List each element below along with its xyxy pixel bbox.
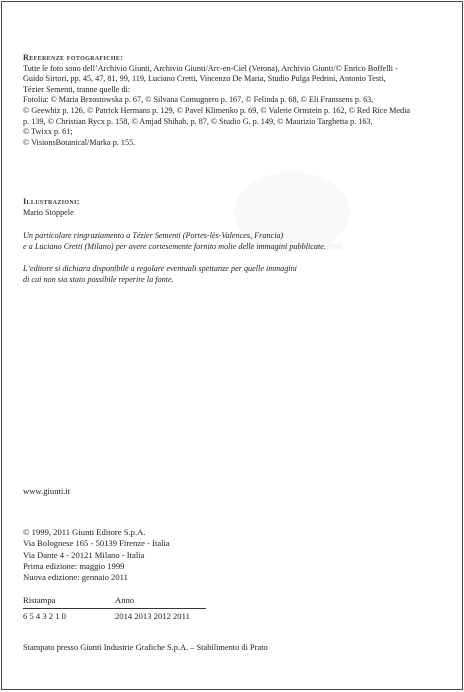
printer-info: [23, 642, 446, 653]
photo-credits-line: © Twixx p. 61;: [23, 127, 73, 137]
photo-credits-line: p. 139, © Christian Rycx p. 158, © Amjad Shihab, p. 87, © Studio G. p. 149, © Maurizio Targhetta p. 163,: [23, 116, 373, 126]
address-line: Via Dante 4 - 20121 Milano - Italia: [23, 549, 145, 560]
photo-credits-line: Tutte le foto sono dell’Archivio Giunti, Archivio Giunti/Arc-en-Ciel (Verona), Archivio Giunti/© Enrico Boffelli -: [23, 63, 398, 73]
copyright-line: © 1999, 2011 Giunti Editore S.p.A.: [23, 527, 146, 537]
year-label: Anno: [115, 595, 135, 605]
acknowledgement-line: e a Luciano Cretti (Milano) per avere cortesemente fornito molte delle immagini pubblicate.: [23, 241, 326, 251]
address-line: Via Bolognese 165 - 50139 Firenze - Italia: [23, 538, 170, 549]
acknowledgement-section: [23, 231, 446, 253]
reprint-header-row: [23, 594, 206, 607]
reprint-years: 2014 2013 2012 2011: [115, 611, 190, 621]
printer-line: Stampato presso Giunti Industrie Grafiche S.p.A. – Stabilimento di Prato: [23, 643, 268, 652]
photo-credits-line: Fotolia: © Maria Brzostowska p. 67, © Silvana Comugnero p. 167, © Felinda p. 68, © Eli Franssens p. 63,: [23, 95, 374, 105]
disclaimer-line: L’editore si dichiara disponibile a regolare eventuali spettanze per quelle immagini: [23, 264, 297, 273]
website-link[interactable]: www.giunti.it: [23, 486, 71, 496]
publisher-info: [23, 527, 446, 583]
illustrations-heading: Illustrazioni:: [23, 197, 80, 206]
photo-credits-line: © Geewhiz p. 126, © Patrick Hermans p. 129, © Pavel Klimenko p. 69, © Valerie Ornstein p. 162, © Red Rice Media: [23, 105, 411, 115]
rights-disclaimer: [23, 264, 446, 286]
reprint-table: [23, 594, 206, 623]
photo-credits-line: © VisionsBotanical/Marka p. 155.: [23, 137, 136, 147]
reprint-divider: [23, 608, 206, 609]
reprint-values-row: [23, 610, 206, 623]
photo-credits-heading: Referenze fotografiche:: [23, 53, 124, 62]
photo-credits-line: Guido Sirtori, pp. 45, 47, 81, 99, 119, Luciano Cretti, Vincenzo De Maria, Studio Pulga Pedrini, Antonio Testi,: [23, 74, 386, 84]
illustrator-name: Mario Stoppele: [23, 207, 74, 217]
colophon-page: [1, 1, 463, 690]
edition-line: Prima edizione: maggio 1999: [23, 560, 125, 571]
website-section: [23, 486, 446, 497]
reprint-numbers: 6 5 4 3 2 1 0: [23, 611, 66, 621]
photo-credits-line: Tézier Sementi, tranne quelle di:: [23, 84, 131, 94]
photo-credits-section: [23, 53, 446, 148]
disclaimer-line: di cui non sia stato possibile reperire la fonte.: [23, 274, 174, 284]
acknowledgement-line: Un particolare ringraziamento a Tézier Sementi (Portes-lès-Valences, Francia): [23, 231, 284, 240]
reprint-label: Ristampa: [23, 595, 56, 605]
edition-line: Nuova edizione: gennaio 2011: [23, 572, 128, 583]
illustrations-section: [23, 197, 446, 219]
